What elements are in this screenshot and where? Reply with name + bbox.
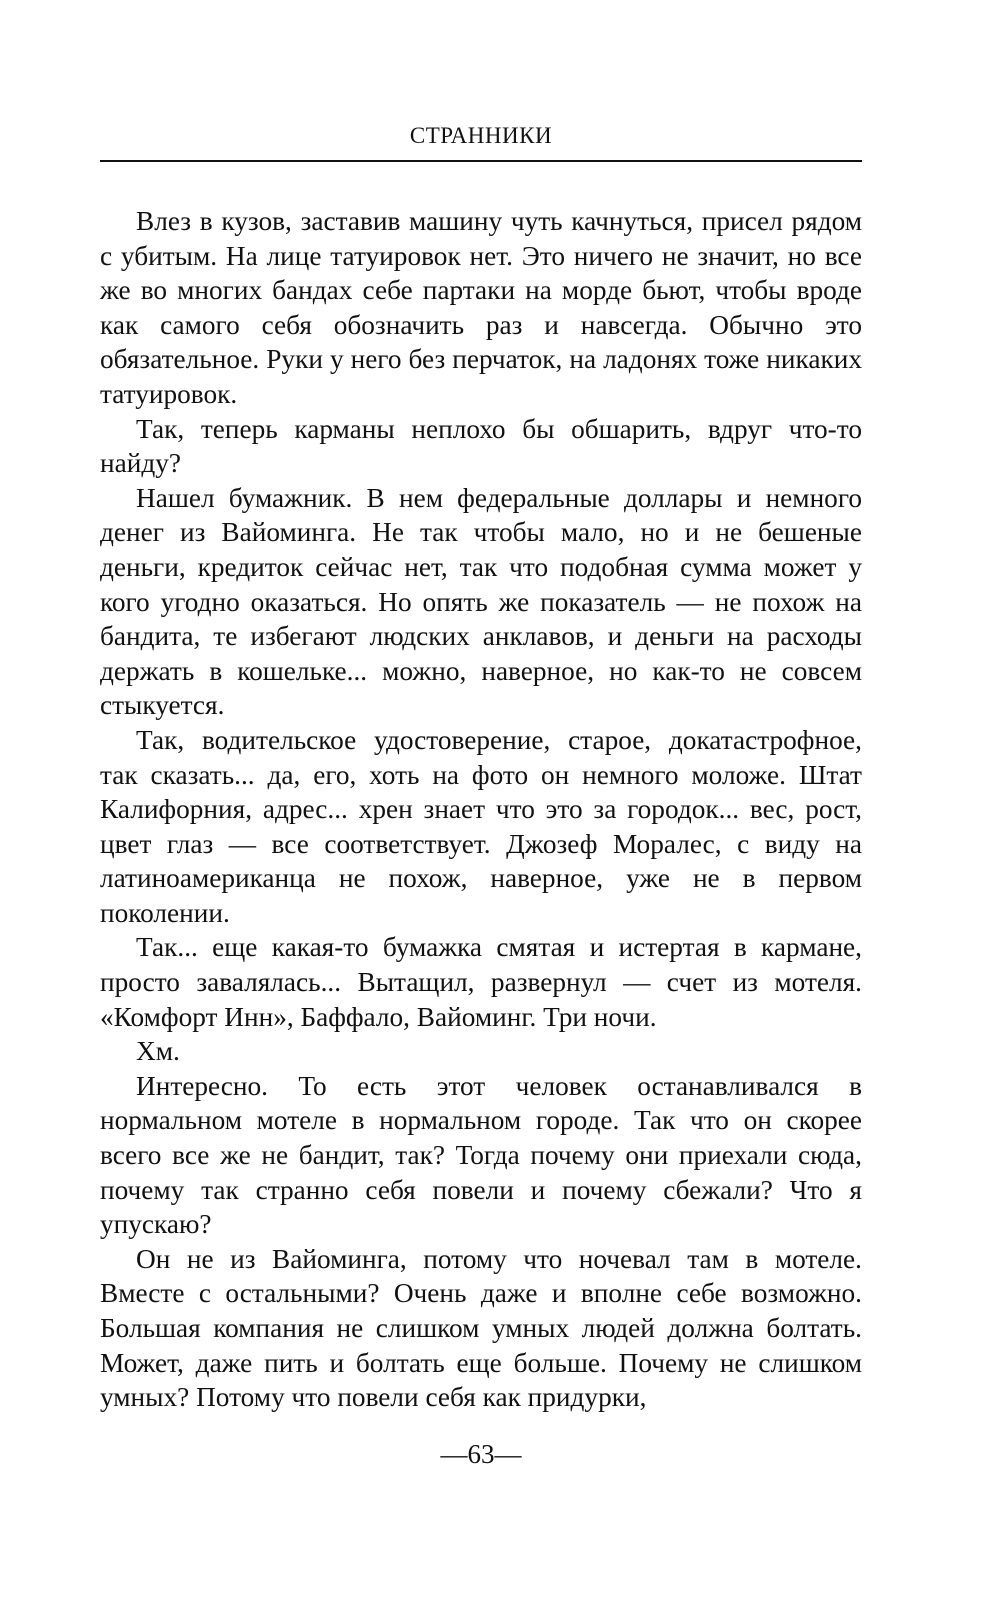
running-head-title: СТРАННИКИ [409,123,553,148]
paragraph: Так, теперь карманы неплохо бы обшарить, вдруг что-то найду? [100,413,862,479]
paragraph: Нашел бумажник. В нем федеральные доллары и немного денег из Вайоминга. Не так чтобы мало, но и не бешеные деньги, кредиток сейчас нет, так что подобная сумма может у кого угодно оказаться. Но опять же показатель — не похож на бандита, те избегают людских анклавов, и деньги на расходы держать в кошельке... можно, наверное, но как-то не совсем стыкуется. [100,482,862,721]
paragraph: Хм. [136,1036,180,1067]
paragraph: Интересно. То есть этот человек останавливался в нормальном мотеле в нормальном городе. Так что он скорее всего все же не бандит, так? Тогда почему они приехали сюда, почему так странно себя повели и почему сбежали? Что я упускаю? [100,1070,862,1240]
paragraph: Он не из Вайоминга, потому что ночевал там в мотеле. Вместе с остальными? Очень даже и вполне себе возможно. Большая компания не слишком умных людей должна болтать. Может, даже пить и болтать еще больше. Почему не слишком умных? Потому что повели себя как придурки, [100,1243,862,1413]
paragraph: Влез в кузов, заставив машину чуть качнуться, присел рядом с убитым. На лице татуировок нет. Это ничего не значит, но все же во многих бандах себе партаки на морде бьют, чтобы вроде как самого себя обозначить раз и навсегда. Обычно это обязательное. Руки у него без перчаток, на ладонях тоже никаких татуировок. [100,206,862,409]
body-text [100,204,862,1415]
paragraph: Так... еще какая-то бумажка смятая и истертая в кармане, просто завалялась... Вытащил, развернул — счет из мотеля. «Комфорт Инн», Баффало, Вайоминг. Три ночи. [100,932,862,1032]
paragraph: Так, водительское удостоверение, старое, докатастрофное, так сказать... да, его, хоть на фото он немного моложе. Штат Калифорния, адрес... хрен знает что это за городок... вес, рост, цвет глаз — все соответствует. Джозеф Моралес, с виду на латиноамериканца не похож, наверное, уже не в первом поколении. [100,724,862,928]
header-rule [100,160,862,162]
page-number: —63— [440,1439,522,1469]
